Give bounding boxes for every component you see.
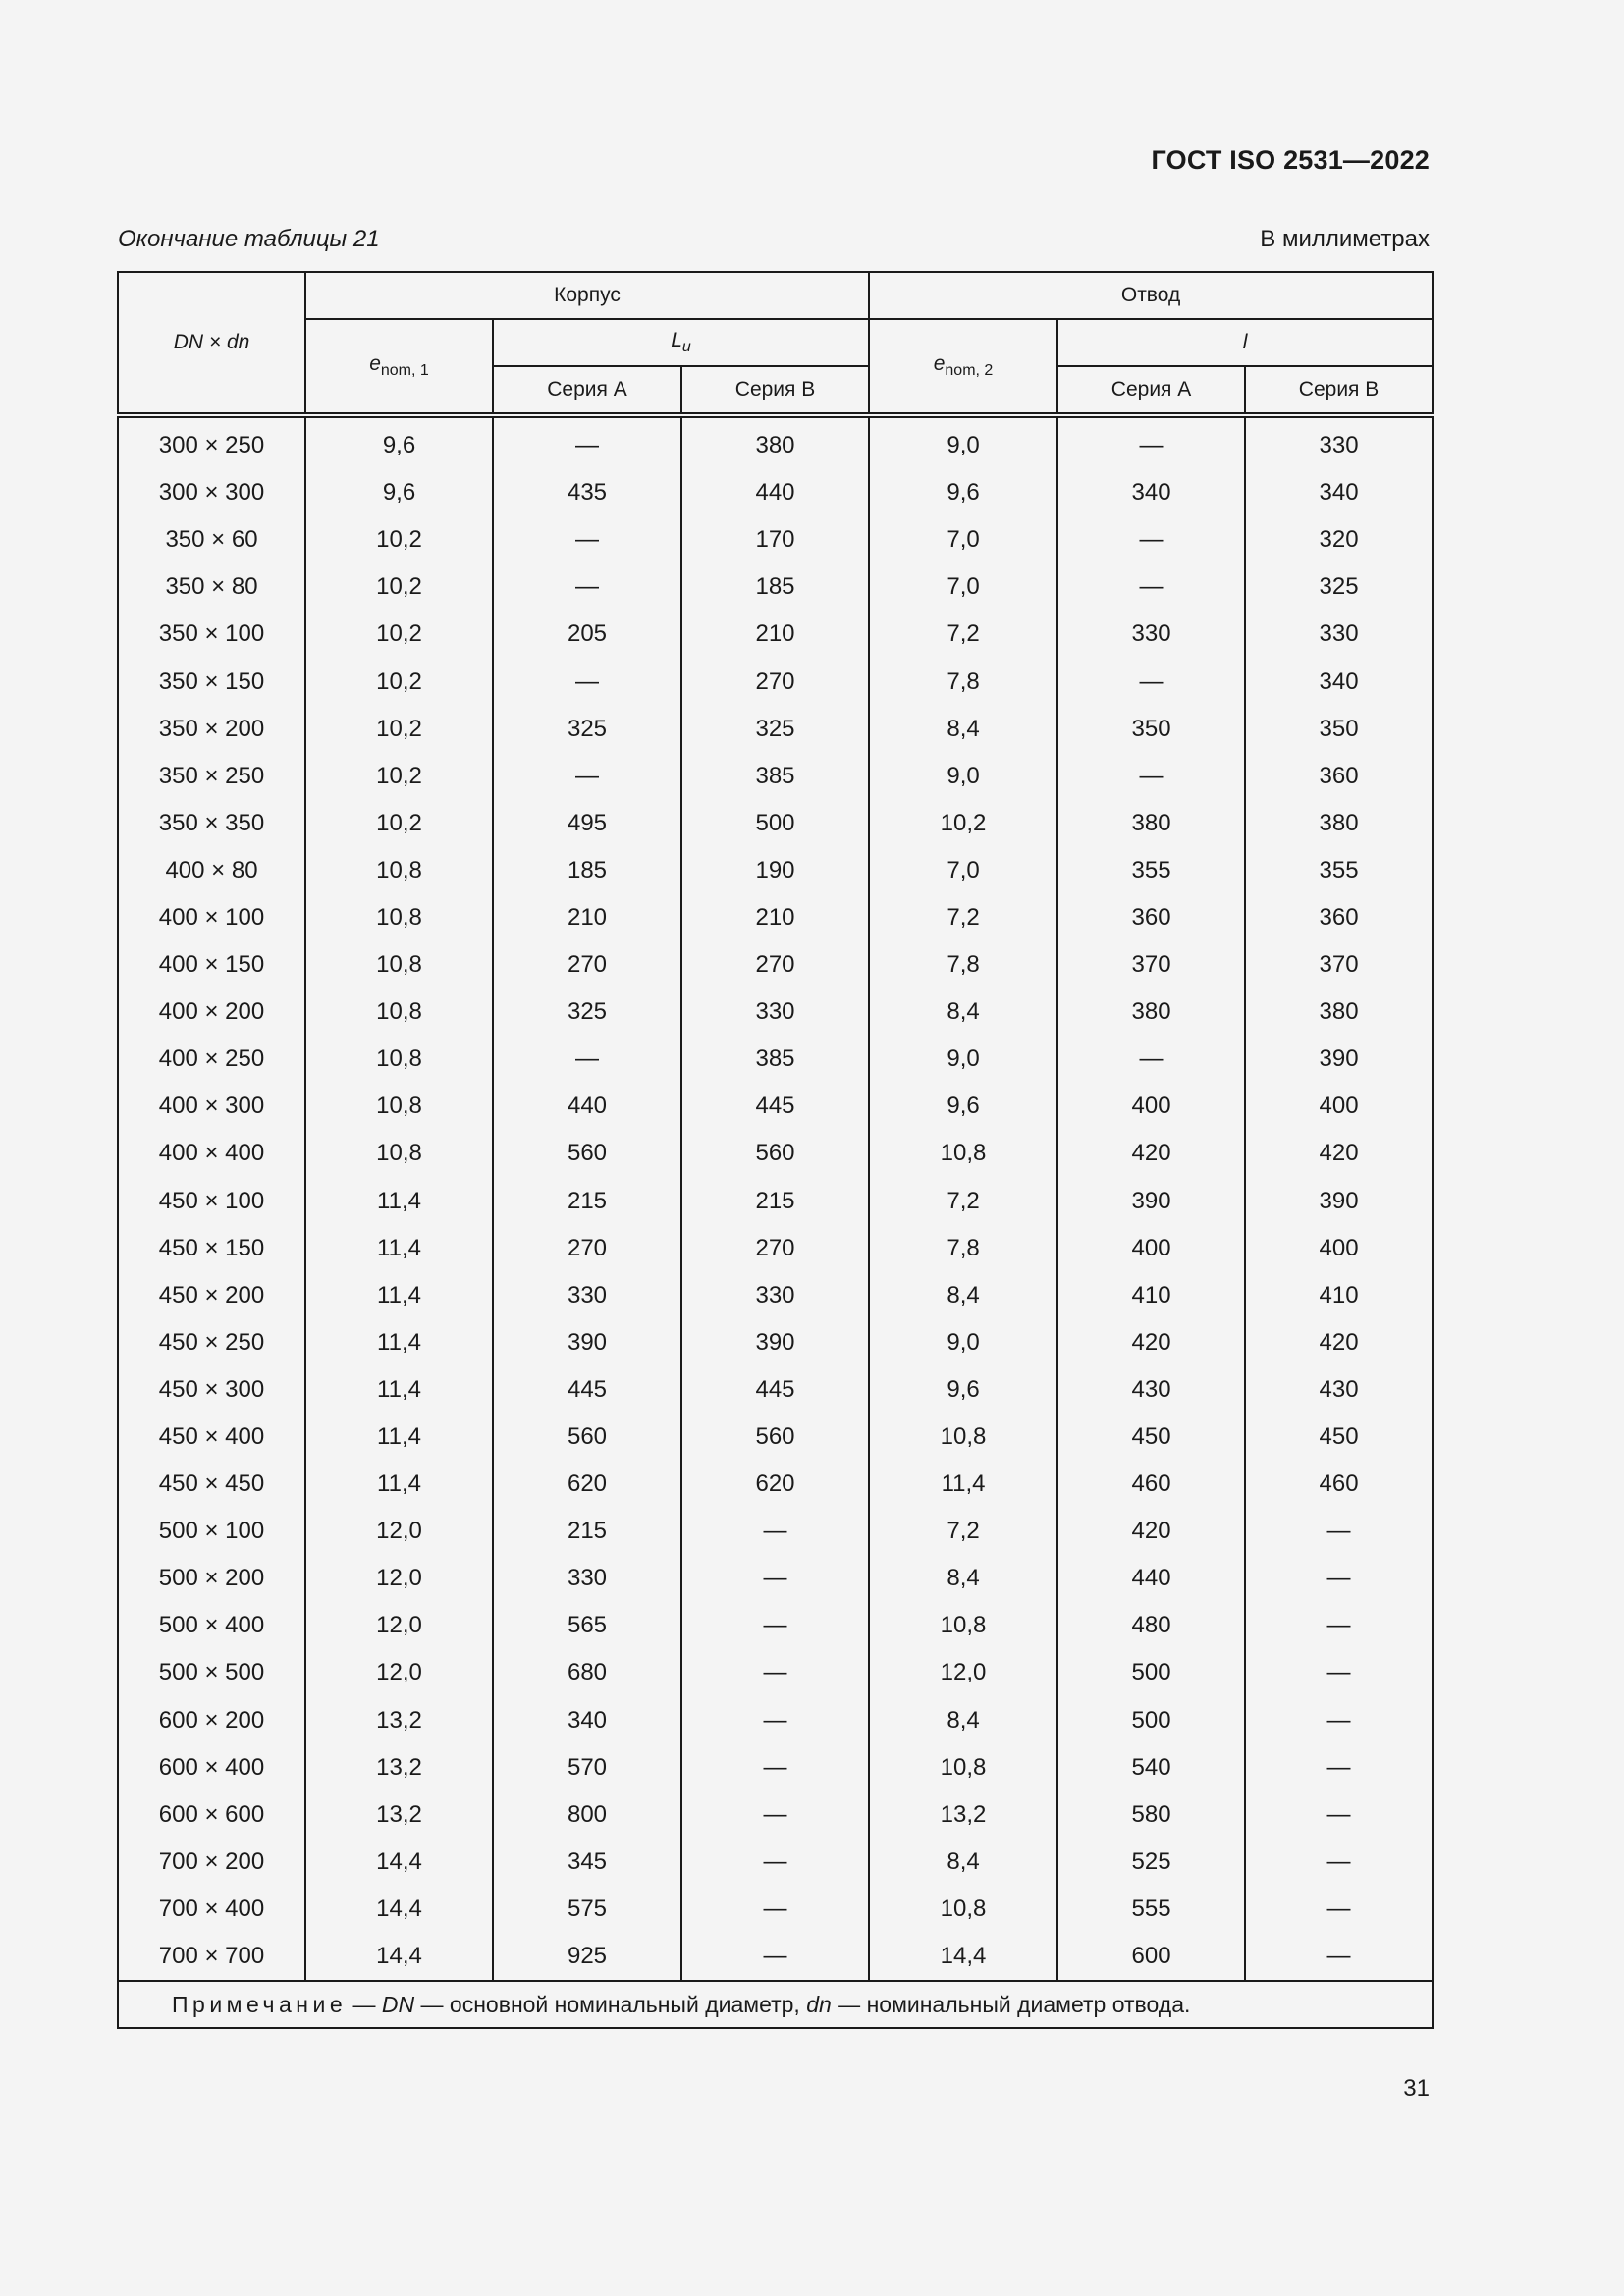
table-cell: 500 × 100: [118, 1508, 305, 1555]
table-cell: 420: [1245, 1319, 1433, 1366]
table-cell: 560: [681, 1414, 869, 1461]
header-e-nom-1: $e_{nom, 1}$: [305, 319, 493, 415]
table-cell: 500: [1057, 1649, 1245, 1696]
table-cell: 13,2: [305, 1791, 493, 1839]
table-cell: 435: [493, 469, 681, 516]
table-row: [118, 1508, 1433, 1555]
table-cell: 450 × 150: [118, 1225, 305, 1272]
table-cell: —: [493, 753, 681, 800]
table-cell: —: [1245, 1886, 1433, 1933]
table-cell: 345: [493, 1839, 681, 1886]
table-cell: —: [1057, 516, 1245, 563]
table-header: [118, 272, 1433, 415]
units-label: В миллиметрах: [1260, 226, 1430, 252]
table-cell: 450: [1057, 1414, 1245, 1461]
table-cell: 215: [493, 1508, 681, 1555]
table-cell: 555: [1057, 1886, 1245, 1933]
table-cell: 8,4: [869, 706, 1057, 753]
table-cell: 10,8: [869, 1886, 1057, 1933]
table-cell: 10,2: [305, 611, 493, 658]
table-cell: 925: [493, 1933, 681, 1981]
table-cell: 7,0: [869, 847, 1057, 894]
table-cell: 10,2: [305, 563, 493, 611]
table-cell: 270: [681, 1225, 869, 1272]
table-cell: 430: [1057, 1366, 1245, 1414]
table-cell: 11,4: [305, 1225, 493, 1272]
table-cell: 330: [681, 1272, 869, 1319]
table-row: [118, 800, 1433, 847]
table-cell: 700 × 700: [118, 1933, 305, 1981]
table-cell: 360: [1057, 894, 1245, 941]
table-cell: —: [1057, 658, 1245, 705]
table-cell: 420: [1245, 1130, 1433, 1177]
table-cell: 11,4: [305, 1319, 493, 1366]
table-cell: 8,4: [869, 1555, 1057, 1602]
table-cell: 13,2: [305, 1744, 493, 1791]
table-cell: 11,4: [869, 1461, 1057, 1508]
header-l-series-b: Серия B: [1245, 366, 1433, 415]
table-cell: 10,8: [305, 847, 493, 894]
table-cell: —: [681, 1933, 869, 1981]
table-cell: 11,4: [305, 1178, 493, 1225]
table-cell: 400: [1245, 1083, 1433, 1130]
table-cell: —: [681, 1791, 869, 1839]
table-cell: 9,0: [869, 1319, 1057, 1366]
table-cell: 450 × 200: [118, 1272, 305, 1319]
table-cell: 500: [681, 800, 869, 847]
table-cell: 385: [681, 1036, 869, 1083]
table-cell: 185: [681, 563, 869, 611]
table-cell: 445: [681, 1083, 869, 1130]
table-cell: 215: [493, 1178, 681, 1225]
table-cell: 360: [1245, 753, 1433, 800]
table-cell: 800: [493, 1791, 681, 1839]
table-cell: 210: [681, 894, 869, 941]
header-l: l: [1057, 319, 1433, 366]
table-row: [118, 1649, 1433, 1696]
table-cell: 620: [493, 1461, 681, 1508]
table-cell: 7,8: [869, 941, 1057, 988]
table-row: [118, 1319, 1433, 1366]
table-cell: 14,4: [305, 1839, 493, 1886]
table-row: [118, 1272, 1433, 1319]
table-cell: 10,2: [305, 516, 493, 563]
table-cell: 440: [1057, 1555, 1245, 1602]
table-cell: 620: [681, 1461, 869, 1508]
table-cell: 7,2: [869, 1178, 1057, 1225]
table-cell: 500 × 400: [118, 1602, 305, 1649]
table-cell: 600 × 200: [118, 1697, 305, 1744]
header-group-body: Корпус: [305, 272, 869, 319]
table-cell: —: [681, 1744, 869, 1791]
table-cell: —: [1057, 563, 1245, 611]
table-cell: —: [1245, 1697, 1433, 1744]
table-cell: 380: [1057, 800, 1245, 847]
table-cell: 11,4: [305, 1366, 493, 1414]
table-cell: 10,8: [305, 941, 493, 988]
table-cell: 10,8: [869, 1130, 1057, 1177]
table-row: [118, 1791, 1433, 1839]
table-row: [118, 1130, 1433, 1177]
table-cell: 525: [1057, 1839, 1245, 1886]
table-cell: 400: [1057, 1083, 1245, 1130]
table-cell: 270: [493, 1225, 681, 1272]
table-row: [118, 1036, 1433, 1083]
table-row: [118, 1602, 1433, 1649]
table-row: [118, 611, 1433, 658]
table-cell: 560: [493, 1130, 681, 1177]
table-cell: 8,4: [869, 988, 1057, 1036]
table-row: [118, 1933, 1433, 1981]
table-cell: 400 × 200: [118, 988, 305, 1036]
note-label: Примечание: [172, 1991, 348, 2017]
table-cell: 210: [681, 611, 869, 658]
table-cell: 400 × 80: [118, 847, 305, 894]
table-cell: 390: [493, 1319, 681, 1366]
table-cell: 12,0: [305, 1602, 493, 1649]
table-cell: 10,8: [305, 1083, 493, 1130]
document-code: ГОСТ ISO 2531—2022: [1151, 145, 1430, 175]
table-cell: 700 × 200: [118, 1839, 305, 1886]
table-cell: 430: [1245, 1366, 1433, 1414]
table-cell: —: [1057, 753, 1245, 800]
table-cell: 210: [493, 894, 681, 941]
table-cell: 385: [681, 753, 869, 800]
table-cell: 13,2: [869, 1791, 1057, 1839]
table-cell: 300 × 300: [118, 469, 305, 516]
table-cell: 500 × 200: [118, 1555, 305, 1602]
table-row: [118, 1886, 1433, 1933]
table-cell: 330: [681, 988, 869, 1036]
table-row: [118, 1697, 1433, 1744]
table-cell: 370: [1057, 941, 1245, 988]
table-row: [118, 847, 1433, 894]
table-row: [118, 1178, 1433, 1225]
table-cell: 575: [493, 1886, 681, 1933]
table-row: [118, 988, 1433, 1036]
table-cell: —: [1245, 1555, 1433, 1602]
table-cell: —: [681, 1555, 869, 1602]
table-row: [118, 1839, 1433, 1886]
table-cell: 9,0: [869, 753, 1057, 800]
table-cell: 460: [1057, 1461, 1245, 1508]
table-cell: 12,0: [305, 1508, 493, 1555]
table-cell: 355: [1245, 847, 1433, 894]
table-cell: 14,4: [869, 1933, 1057, 1981]
table-row: [118, 658, 1433, 705]
table-cell: 340: [1057, 469, 1245, 516]
table-cell: 370: [1245, 941, 1433, 988]
table-cell: 450 × 100: [118, 1178, 305, 1225]
table-cell: 380: [681, 415, 869, 469]
table-cell: 350 × 60: [118, 516, 305, 563]
table-caption: Окончание таблицы 21: [118, 226, 380, 252]
table-cell: 450 × 450: [118, 1461, 305, 1508]
table-cell: 14,4: [305, 1886, 493, 1933]
dimensions-table: [117, 271, 1434, 2029]
table-cell: 495: [493, 800, 681, 847]
table-cell: —: [681, 1508, 869, 1555]
table-cell: 8,4: [869, 1272, 1057, 1319]
table-cell: 11,4: [305, 1272, 493, 1319]
table-cell: 10,8: [305, 894, 493, 941]
table-cell: 300 × 250: [118, 415, 305, 469]
table-cell: 13,2: [305, 1697, 493, 1744]
table-cell: 170: [681, 516, 869, 563]
table-cell: —: [1245, 1933, 1433, 1981]
header-l-series-a: Серия A: [1057, 366, 1245, 415]
header-dn-dn: DN × dn: [118, 272, 305, 415]
table-cell: 700 × 400: [118, 1886, 305, 1933]
table-row: [118, 563, 1433, 611]
table-cell: 360: [1245, 894, 1433, 941]
table-cell: 9,6: [305, 469, 493, 516]
table-cell: 330: [1245, 611, 1433, 658]
table-cell: —: [493, 658, 681, 705]
table-cell: 450 × 250: [118, 1319, 305, 1366]
table-row: [118, 894, 1433, 941]
table-cell: 460: [1245, 1461, 1433, 1508]
table-cell: 350 × 100: [118, 611, 305, 658]
table-cell: 7,8: [869, 1225, 1057, 1272]
table-cell: 340: [1245, 469, 1433, 516]
table-cell: 270: [681, 658, 869, 705]
table-cell: 390: [1245, 1178, 1433, 1225]
table-cell: 340: [1245, 658, 1433, 705]
header-e-nom-2: $e_{nom, 2}$: [869, 319, 1057, 415]
table-cell: 450 × 400: [118, 1414, 305, 1461]
table-cell: 215: [681, 1178, 869, 1225]
table-cell: —: [493, 1036, 681, 1083]
header-lu: $L_u$: [493, 319, 869, 366]
table-cell: 500 × 500: [118, 1649, 305, 1696]
table-cell: 400 × 300: [118, 1083, 305, 1130]
table-cell: 9,0: [869, 1036, 1057, 1083]
table-cell: 7,2: [869, 1508, 1057, 1555]
table-cell: 205: [493, 611, 681, 658]
table-cell: 380: [1245, 800, 1433, 847]
table-row: [118, 469, 1433, 516]
table-cell: 8,4: [869, 1839, 1057, 1886]
table-cell: —: [1245, 1791, 1433, 1839]
table-cell: 10,2: [305, 800, 493, 847]
table-cell: —: [1245, 1649, 1433, 1696]
table-cell: 445: [681, 1366, 869, 1414]
table-cell: 400 × 400: [118, 1130, 305, 1177]
table-cell: 450 × 300: [118, 1366, 305, 1414]
table-cell: 355: [1057, 847, 1245, 894]
table-cell: 420: [1057, 1508, 1245, 1555]
table-row: [118, 1366, 1433, 1414]
table-cell: 185: [493, 847, 681, 894]
table-cell: 350 × 250: [118, 753, 305, 800]
table-cell: 380: [1057, 988, 1245, 1036]
header-lu-series-a: Серия A: [493, 366, 681, 415]
table-cell: 400 × 250: [118, 1036, 305, 1083]
table-cell: —: [1245, 1508, 1433, 1555]
table-cell: 580: [1057, 1791, 1245, 1839]
table-cell: —: [493, 516, 681, 563]
table-cell: 540: [1057, 1744, 1245, 1791]
table-cell: 600: [1057, 1933, 1245, 1981]
table-footer: [118, 1981, 1433, 2028]
table-cell: 8,4: [869, 1697, 1057, 1744]
table-cell: 10,8: [869, 1744, 1057, 1791]
table-cell: 325: [681, 706, 869, 753]
table-cell: 7,2: [869, 611, 1057, 658]
table-cell: 400 × 150: [118, 941, 305, 988]
table-cell: —: [681, 1602, 869, 1649]
table-cell: —: [1245, 1744, 1433, 1791]
table-cell: 9,6: [869, 469, 1057, 516]
table-cell: 320: [1245, 516, 1433, 563]
table-cell: 500: [1057, 1697, 1245, 1744]
table-cell: —: [681, 1697, 869, 1744]
table-cell: 330: [493, 1272, 681, 1319]
table-cell: 270: [681, 941, 869, 988]
table-cell: 12,0: [305, 1649, 493, 1696]
table-cell: 570: [493, 1744, 681, 1791]
table-cell: 7,0: [869, 516, 1057, 563]
table-cell: 11,4: [305, 1414, 493, 1461]
table-cell: 350 × 80: [118, 563, 305, 611]
table-cell: —: [1245, 1602, 1433, 1649]
table-cell: 390: [681, 1319, 869, 1366]
table-cell: 10,2: [305, 753, 493, 800]
table-cell: 390: [1057, 1178, 1245, 1225]
table-row: [118, 516, 1433, 563]
table-cell: 380: [1245, 988, 1433, 1036]
table-cell: —: [493, 563, 681, 611]
table-cell: 330: [493, 1555, 681, 1602]
table-cell: 445: [493, 1366, 681, 1414]
table-cell: 270: [493, 941, 681, 988]
table-cell: 14,4: [305, 1933, 493, 1981]
table-cell: 9,6: [305, 415, 493, 469]
table-cell: 12,0: [869, 1649, 1057, 1696]
table-cell: 10,2: [869, 800, 1057, 847]
table-cell: 420: [1057, 1130, 1245, 1177]
table-cell: 10,8: [305, 1036, 493, 1083]
table-cell: 9,6: [869, 1366, 1057, 1414]
table-cell: 330: [1245, 415, 1433, 469]
table-cell: 350: [1245, 706, 1433, 753]
table-cell: 390: [1245, 1036, 1433, 1083]
table-row: [118, 1083, 1433, 1130]
table-cell: 7,2: [869, 894, 1057, 941]
table-cell: 420: [1057, 1319, 1245, 1366]
table-cell: —: [1057, 1036, 1245, 1083]
table-row: [118, 415, 1433, 469]
table-cell: 480: [1057, 1602, 1245, 1649]
table-cell: 7,0: [869, 563, 1057, 611]
table-cell: 9,0: [869, 415, 1057, 469]
table-cell: 400 × 100: [118, 894, 305, 941]
header-lu-series-b: Серия B: [681, 366, 869, 415]
table-cell: 10,2: [305, 658, 493, 705]
table-cell: 10,2: [305, 706, 493, 753]
table-cell: 11,4: [305, 1461, 493, 1508]
table-cell: 400: [1245, 1225, 1433, 1272]
table-row: [118, 706, 1433, 753]
table-cell: 10,8: [305, 1130, 493, 1177]
table-row: [118, 753, 1433, 800]
table-cell: 190: [681, 847, 869, 894]
table-cell: 410: [1057, 1272, 1245, 1319]
table-cell: —: [681, 1886, 869, 1933]
table-cell: 680: [493, 1649, 681, 1696]
table-body: [118, 415, 1433, 1981]
table-cell: 450: [1245, 1414, 1433, 1461]
table-cell: 600 × 400: [118, 1744, 305, 1791]
table-cell: —: [681, 1839, 869, 1886]
page-number: 31: [1403, 2075, 1430, 2102]
table-row: [118, 1414, 1433, 1461]
table-cell: 12,0: [305, 1555, 493, 1602]
table-row: [118, 941, 1433, 988]
table-cell: 10,8: [869, 1602, 1057, 1649]
table-cell: —: [493, 415, 681, 469]
table-row: [118, 1744, 1433, 1791]
table-cell: —: [681, 1649, 869, 1696]
table-cell: 350: [1057, 706, 1245, 753]
table-note: Примечание — DN — основной номинальный диаметр, dn — номинальный диаметр отвода.: [118, 1981, 1433, 2028]
table-cell: 560: [681, 1130, 869, 1177]
table-cell: 350 × 200: [118, 706, 305, 753]
table-cell: 325: [493, 706, 681, 753]
table-cell: 330: [1057, 611, 1245, 658]
table-cell: 410: [1245, 1272, 1433, 1319]
table-cell: 600 × 600: [118, 1791, 305, 1839]
table-cell: 440: [493, 1083, 681, 1130]
table-cell: 7,8: [869, 658, 1057, 705]
table-cell: 10,8: [869, 1414, 1057, 1461]
header-group-branch: Отвод: [869, 272, 1433, 319]
table-cell: —: [1245, 1839, 1433, 1886]
table-cell: 325: [1245, 563, 1433, 611]
table-cell: 350 × 350: [118, 800, 305, 847]
table-cell: 565: [493, 1602, 681, 1649]
table-row: [118, 1461, 1433, 1508]
table-cell: 350 × 150: [118, 658, 305, 705]
table-cell: —: [1057, 415, 1245, 469]
table-cell: 325: [493, 988, 681, 1036]
table-cell: 10,8: [305, 988, 493, 1036]
table-cell: 9,6: [869, 1083, 1057, 1130]
table-cell: 340: [493, 1697, 681, 1744]
table-cell: 560: [493, 1414, 681, 1461]
table-cell: 440: [681, 469, 869, 516]
table-row: [118, 1225, 1433, 1272]
table-row: [118, 1555, 1433, 1602]
table-cell: 400: [1057, 1225, 1245, 1272]
